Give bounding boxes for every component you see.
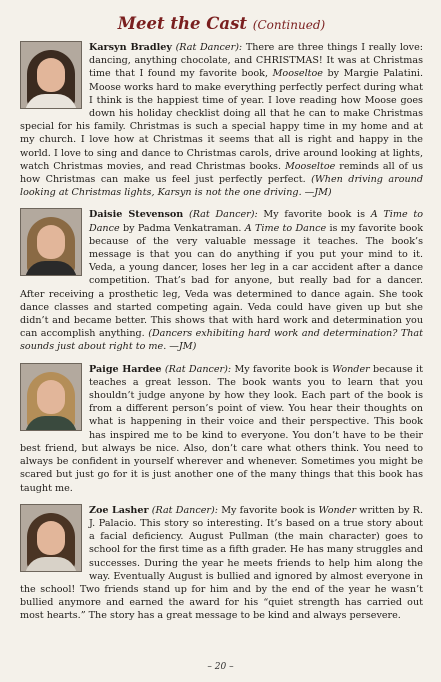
cast-photo-karsyn-bradley [20, 41, 82, 109]
page-number: – 20 – [207, 662, 234, 672]
entry-text: because it teaches a great lesson. The book wants you to learn that you shouldn’t judge anyone by how they look. Each part of the book is from a different person’s point of view. You hear their thoughts on what is happening in their voice and their perspective. This book has inspired me to be kind to everyone. You don’t have to be their best friend, but always be nice. Also, don’t care what others think. You need to always be confident in yourself wherever and whenever. Sometimes you might be scared but just go for it is just another one of the many things that this book has taught me. [20, 363, 423, 494]
cast-photo-paige-hardee [20, 363, 82, 431]
title-suffix: (Continued) [252, 18, 326, 32]
cast-name: Paige Hardee [89, 363, 162, 375]
entry-text: written by R. J. Palacio. This story so interesting. It’s based on a true story about a facial deficiency. August Pullman (the main character) goes to school for the first time as a fifth grader. He has many struggles and successes. During the year he meets friends to help him along the way. Eventually August is bullied and ignored by almost everyone in the school! Two friends stand up for him and by the end of the year he wasn’t bullied anymore and earned the award for his “quiet strength has carried out most hearts.” The story has a great message to be kind and always persevere. [20, 504, 424, 622]
book-title: Mooseltoe [284, 160, 336, 172]
entry-text: is my favorite book because of the very valuable message it teaches. The book’s message is that you can do anything if you put your mind to it. Veda, a young dancer, loses her leg in a car accident after a dance competition. That’s bad for anyone, but really bad for a dancer. After receiving a prosthetic leg, Veda was determined to dance again. She took dance classes and started competing again. Veda could have given up but she didn’t and became better. This shows that with hard work and determination you can accomplish anything. [20, 222, 424, 340]
page-title [20, 14, 423, 35]
entry-text: by Padma Venkatraman. [119, 222, 245, 234]
entry-text: My favorite book is [221, 504, 319, 516]
photo-face [37, 521, 65, 555]
photo-face [37, 58, 65, 92]
cast-name: Karsyn Bradley [89, 42, 172, 53]
entry-text: My favorite book is [263, 209, 371, 221]
cast-role: (Rat Dancer): [164, 363, 232, 375]
book-title: A Time to Dance [244, 222, 327, 234]
cast-entry-karsyn-bradley [20, 41, 423, 199]
cast-entry-daisie-stevenson [20, 208, 423, 353]
cast-entry-paige-hardee [20, 363, 423, 495]
title-text: Meet the Cast [117, 14, 248, 33]
book-title: Wonder [318, 504, 357, 516]
entry-text: reminds all of us how Christmas can make us feel just perfectly perfect. [20, 160, 423, 186]
book-title: Mooseltoe [272, 68, 323, 80]
director-note: (Dancers exhibiting hard work and determination? That sounds just about right to me. —JM) [20, 328, 423, 353]
cast-entry-zoe-lasher [20, 504, 423, 623]
cast-photo-zoe-lasher [20, 504, 82, 572]
photo-face [37, 380, 65, 414]
cast-role: (Rat Dancer): [151, 504, 218, 516]
entry-text: My favorite book is [234, 363, 333, 375]
cast-photo-daisie-stevenson [20, 208, 82, 276]
director-note: (When driving around looking at Christmas lights, Karsyn is not the one driving. —JM) [20, 174, 423, 199]
entry-text: by Margie Palatini. Moose works hard to make everything perfectly perfect during what I think is the happiest time of year. I love reading how Moose goes down his holiday checklist doing all that he can to make Christmas special for his family. Christmas is such a special happy time in my home and at my church. I love how at Christmas it seems that all is right and happy in the world. I love to sing and dance to Christmas carols, drive around looking at lights, watch Christmas movies, and read Christmas books. [20, 68, 423, 172]
cast-name: Zoe Lasher [89, 504, 149, 516]
cast-role: (Rat Dancer): [175, 42, 243, 53]
book-title: Wonder [332, 363, 370, 375]
photo-face [37, 225, 65, 259]
cast-role: (Rat Dancer): [188, 209, 258, 221]
cast-name: Daisie Stevenson [89, 209, 184, 221]
entry-text: There are three things I really love: dancing, anything chocolate, and CHRISTMAS! It was at Christmas time that I found my favorite book, [89, 42, 424, 80]
book-title: A Time to Dance [89, 209, 423, 234]
